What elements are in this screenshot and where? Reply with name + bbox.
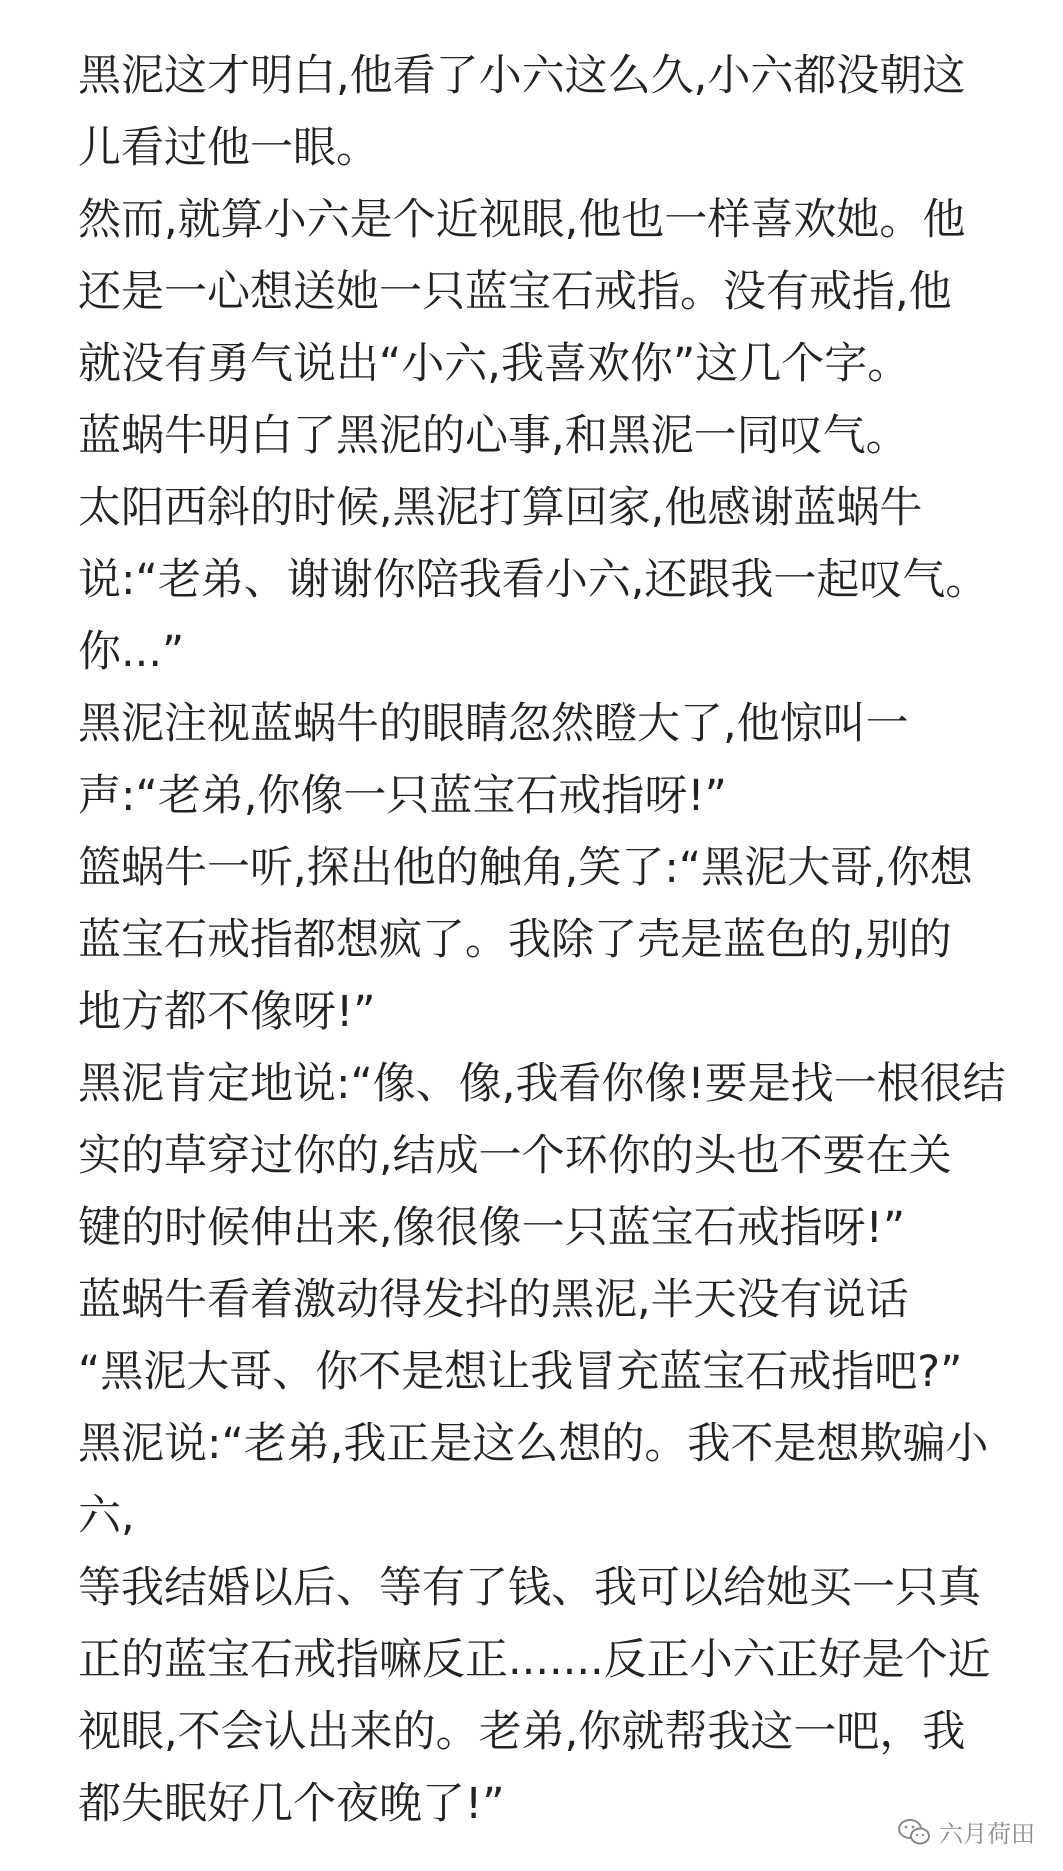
text-line: “黑泥大哥、你不是想让我冒充蓝宝石戒指吧?” — [78, 1347, 963, 1397]
text-line: 蓝蜗牛明白了黑泥的心事,和黑泥一同叹气。 — [78, 411, 909, 461]
text-line: 蓝蜗牛看着激动得发抖的黑泥,半天没有说话 — [78, 1275, 909, 1325]
text-line: 蓝宝石戒指都想疯了。我除了壳是蓝色的,别的 — [78, 915, 952, 965]
story-text — [78, 40, 1038, 1840]
text-line: 然而,就算小六是个近视眼,他也一样喜欢她。他 — [78, 195, 966, 245]
text-line: 实的草穿过你的,结成一个环你的头也不要在关 — [78, 1131, 952, 1181]
text-line: 篮蜗牛一听,探出他的触角,笑了:“黑泥大哥,你想 — [78, 843, 973, 893]
text-line: 黑泥注视蓝蜗牛的眼睛忽然瞪大了,他惊叫一 — [78, 699, 909, 749]
text-line: 视眼,不会认出来的。老弟,你就帮我这一吧，我 — [78, 1707, 966, 1757]
watermark-text: 六月荷田 — [939, 1820, 1035, 1848]
watermark — [897, 1814, 1035, 1849]
text-line: 六, — [78, 1491, 135, 1541]
text-line: 太阳西斜的时候,黑泥打算回家,他感谢蓝蜗牛 — [78, 483, 923, 533]
text-line: 声:“老弟,你像一只蓝宝石戒指呀!” — [78, 771, 727, 821]
text-line: 都失眠好几个夜晚了!” — [78, 1779, 505, 1829]
text-line: 说:“老弟、谢谢你陪我看小六,还跟我一起叹气。 — [78, 555, 989, 605]
text-line: 正的蓝宝石戒指嘛反正.......反正小六正好是个近 — [78, 1635, 991, 1685]
wechat-icon — [897, 1818, 931, 1846]
text-line: 黑泥这才明白,他看了小六这么久,小六都没朝这 — [78, 51, 966, 101]
text-line: 还是一心想送她一只蓝宝石戒指。没有戒指,他 — [78, 267, 952, 317]
text-line: 你...” — [78, 627, 185, 677]
text-line: 黑泥说:“老弟,我正是这么想的。我不是想欺骗小 — [78, 1419, 989, 1469]
text-line: 等我结婚以后、等有了钱、我可以给她买一只真 — [78, 1563, 981, 1613]
text-line: 儿看过他一眼。 — [78, 123, 379, 173]
text-line: 地方都不像呀!” — [78, 987, 376, 1037]
text-line: 黑泥肯定地说:“像、像,我看你像!要是找一根很结 — [78, 1059, 1006, 1109]
text-line: 键的时候伸出来,像很像一只蓝宝石戒指呀!” — [78, 1203, 906, 1253]
text-line: 就没有勇气说出“小六,我喜欢你”这几个字。 — [78, 339, 911, 389]
